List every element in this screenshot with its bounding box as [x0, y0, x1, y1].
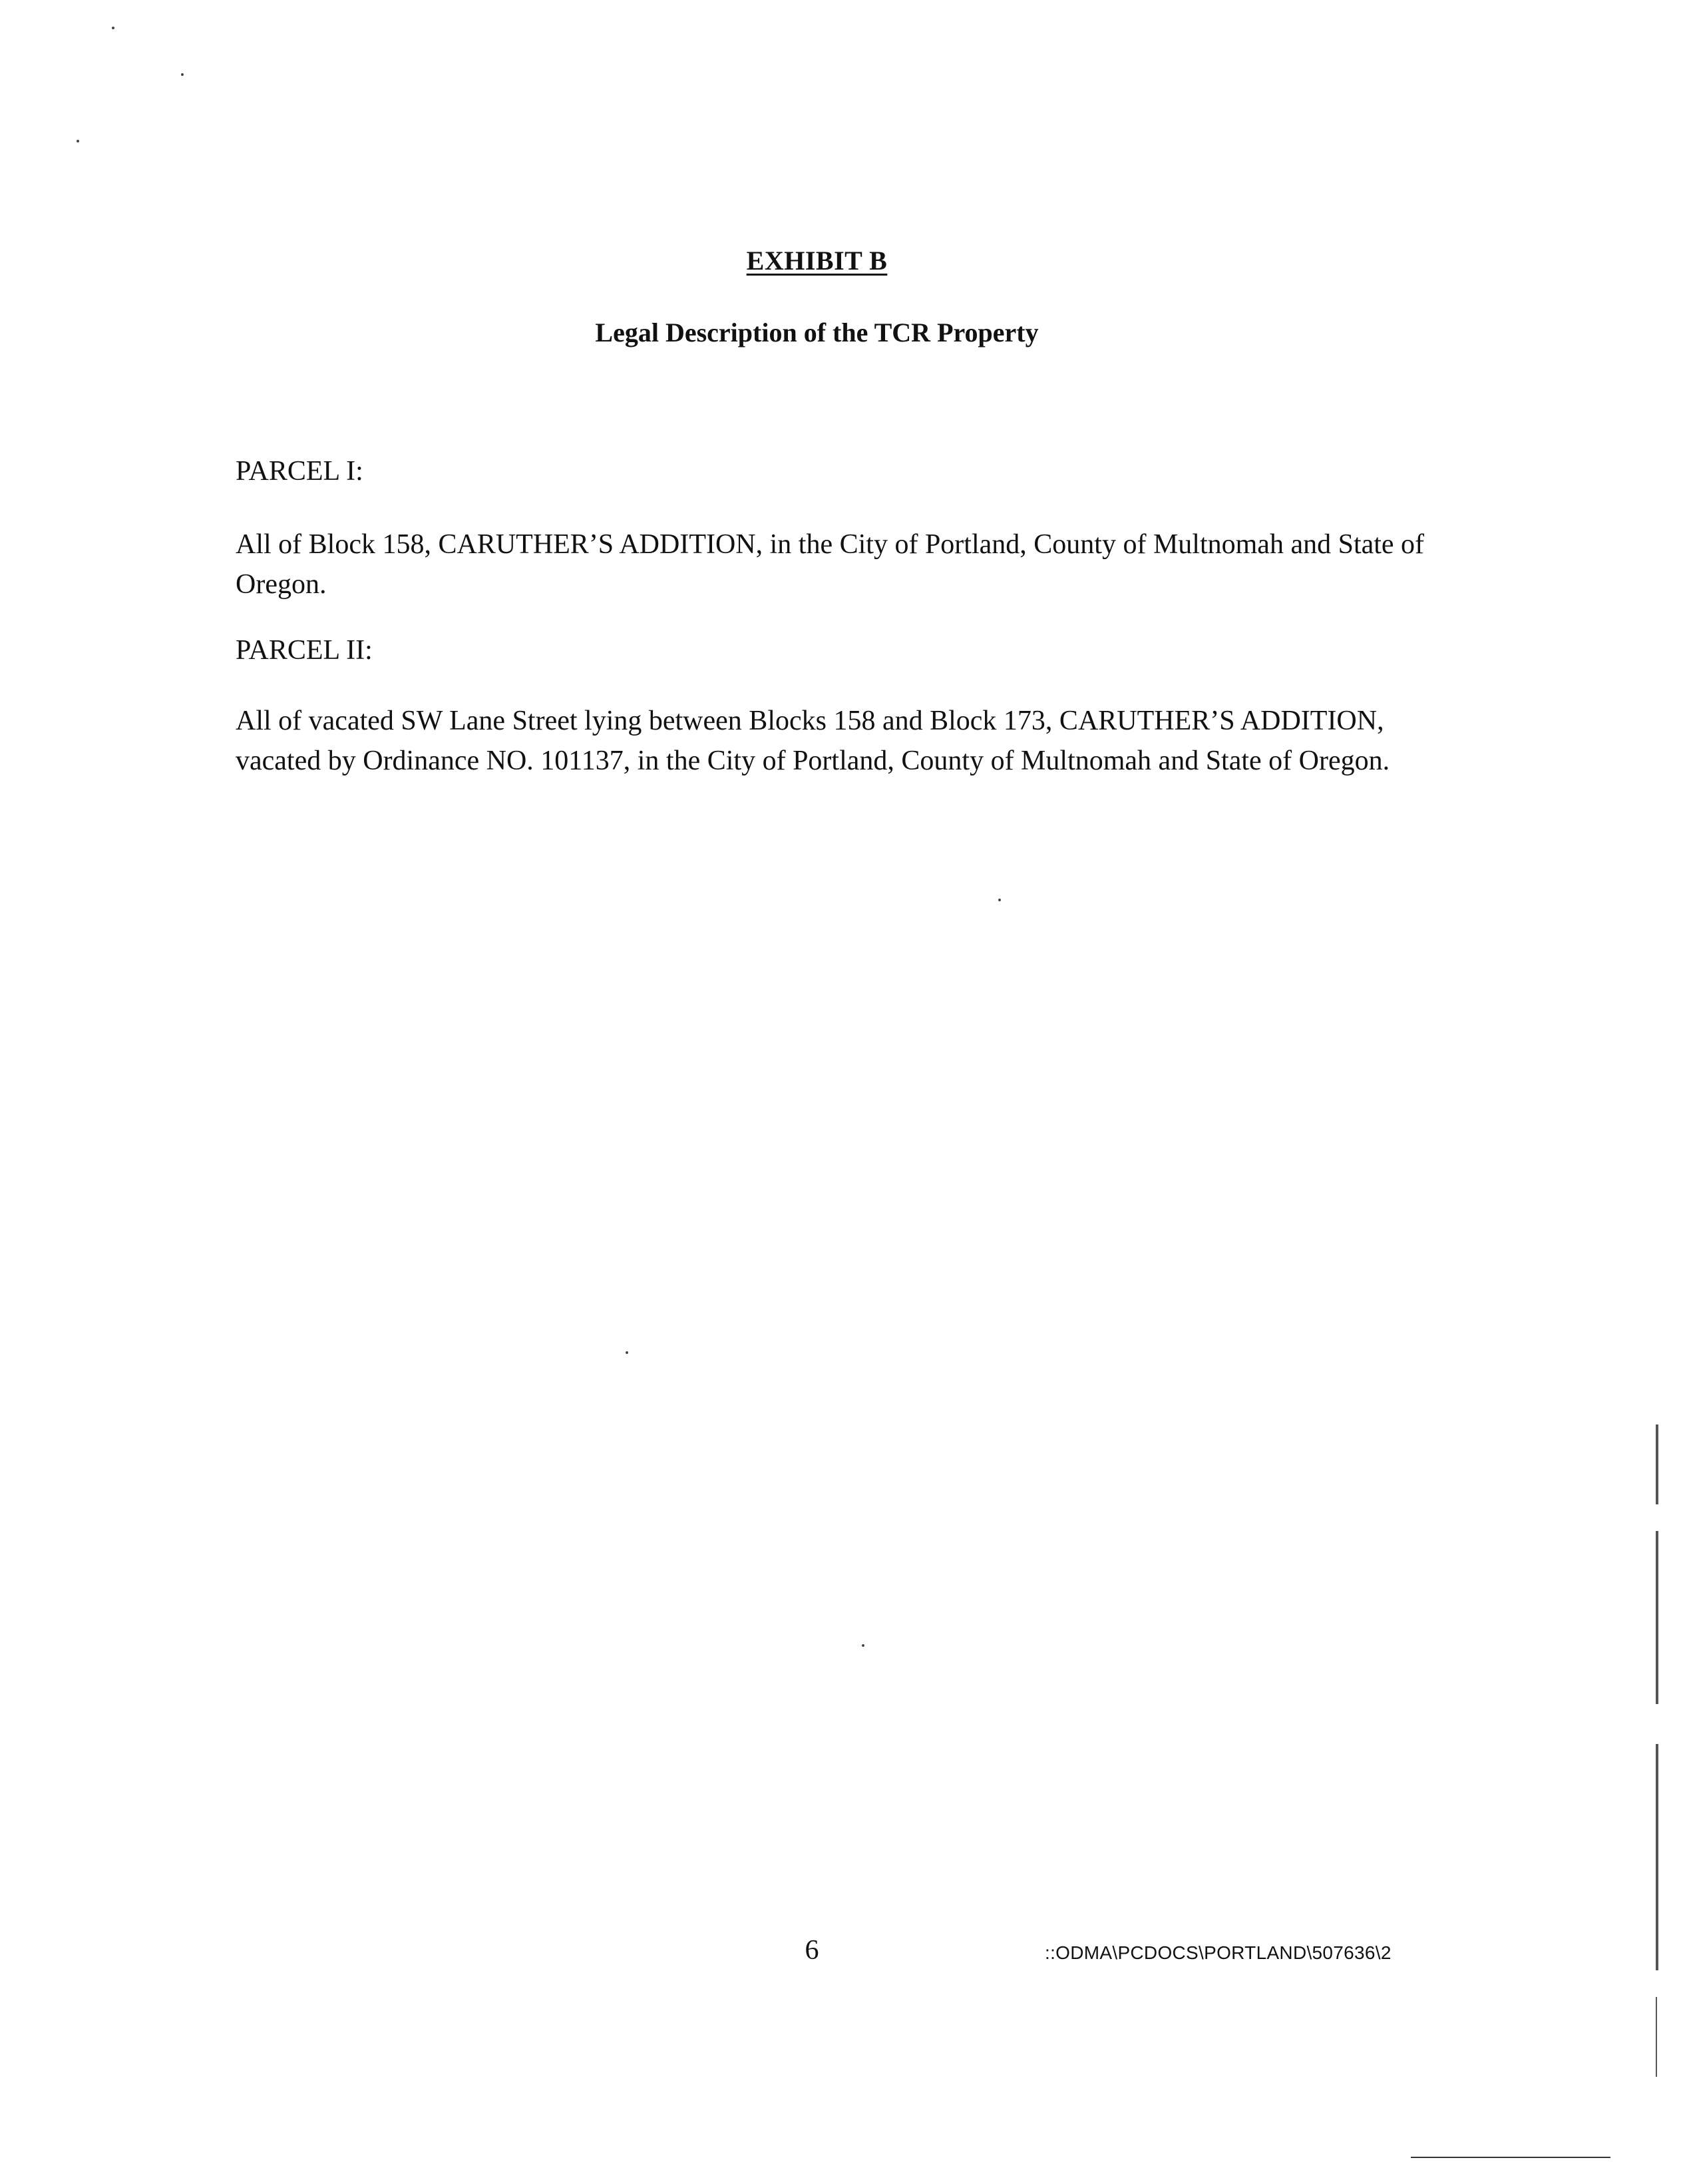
scan-speck [626, 1351, 628, 1354]
scan-speck [862, 1644, 864, 1647]
scan-edge-mark [1656, 1744, 1658, 1970]
scan-speck [77, 140, 79, 142]
scan-speck [112, 27, 114, 29]
parcel-2-description: All of vacated SW Lane Street lying between Blocks 158 and Block 173, CARUTHER’S ADDITION, vacated by Ordinance NO. 101137, in the City of Portland, County of Multnomah and State of Oregon. [236, 706, 1390, 776]
document-path: ::ODMA\PCDOCS\PORTLAND\507636\2 [1045, 1942, 1392, 1963]
page-number: 6 [805, 1935, 819, 1966]
footer-rule [1411, 2157, 1610, 2158]
scan-edge-mark [1656, 1531, 1658, 1704]
parcel-1-description: All of Block 158, CARUTHER’S ADDITION, in the City of Portland, County of Multnomah and State of Oregon. [236, 529, 1425, 600]
scan-speck [998, 899, 1001, 901]
scan-edge-mark [1656, 1424, 1658, 1504]
parcel-1-heading: PARCEL I: [236, 456, 363, 487]
scan-speck [181, 73, 184, 76]
scan-edge-mark [1656, 1997, 1657, 2077]
parcel-2-heading: PARCEL II: [236, 635, 373, 666]
exhibit-subtitle: Legal Description of the TCR Property [595, 318, 1039, 347]
exhibit-title: EXHIBIT B [746, 246, 888, 276]
